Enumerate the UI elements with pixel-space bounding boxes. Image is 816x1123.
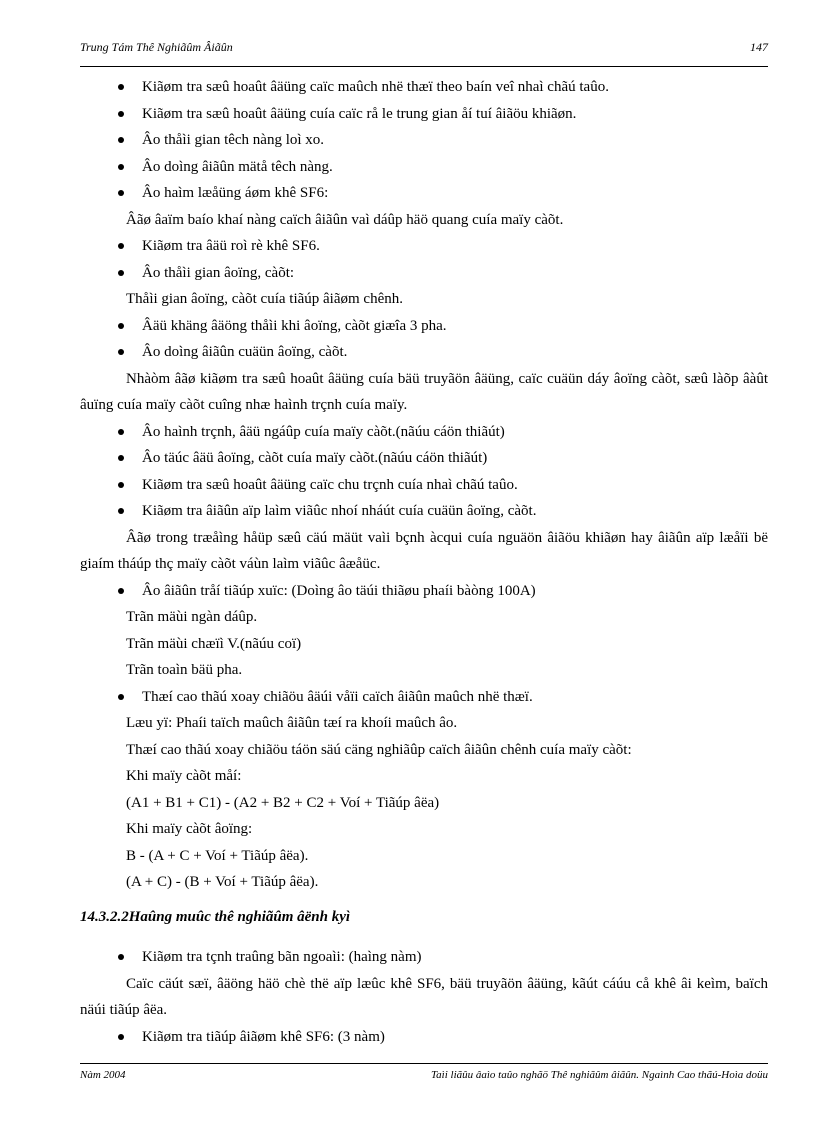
bullet-dot-icon <box>118 694 124 700</box>
bullet-item <box>80 1024 768 1051</box>
bullet-dot-icon <box>118 429 124 435</box>
bullet-text: Âo haìm læåüng áøm khê SF6: <box>142 185 329 201</box>
bullet-item <box>80 498 768 525</box>
bullet-item <box>80 419 768 446</box>
bullet-item <box>80 578 768 605</box>
bullet-dot-icon <box>118 588 124 594</box>
bullet-item <box>80 154 768 181</box>
indented-line: Trãn mäùi ngàn dáûp. <box>126 609 258 625</box>
bullet-text: Kiãøm tra âäü roì rè khê SF6. <box>142 238 320 254</box>
section-heading: 14.3.2.2Haûng muûc thê nghiãûm âënh kyì <box>80 908 351 925</box>
bullet-item <box>80 233 768 260</box>
bullet-text: Âo doìng âiãûn cuäün âoïng, càõt. <box>142 344 348 360</box>
bullet-item <box>80 127 768 154</box>
indented-line: Khi maïy càõt måí: <box>126 768 242 784</box>
bullet-text: Kiãøm tra âiãûn aïp laìm viãûc nhoí nháút cuía cuäün âoïng, càõt. <box>142 503 537 519</box>
bullet-text: Âäü khäng âäöng thåìi khi âoïng, càõt giæîa 3 pha. <box>142 317 447 334</box>
indented-line: B - (A + C + Voí + Tiãúp âëa). <box>126 847 309 864</box>
bullet-text: Âo thåìi gian têch nàng loì xo. <box>142 132 325 148</box>
bullet-item <box>80 180 768 207</box>
indented-line: Khi maïy càõt âoïng: <box>126 821 253 837</box>
bullet-text: Âo haình trçnh, âäü ngáûp cuía maïy càõt.(nãúu cáön thiãút) <box>142 423 505 440</box>
footer-source: Taìi liãûu âaìo taûo nghãö Thê nghiãûm âiãûn. Ngaình Cao thãú-Hoìa doüu <box>431 1069 768 1081</box>
bullet-dot-icon <box>118 137 124 143</box>
bullet-dot-icon <box>118 270 124 276</box>
header-title: Trung Tám Thê Nghiãûm Âiãûn <box>80 40 233 54</box>
bullet-item <box>80 313 768 340</box>
bullet-item <box>80 260 768 287</box>
indented-line: Trãn toaìn bäü pha. <box>126 662 243 678</box>
bullet-dot-icon <box>118 190 124 196</box>
bullet-dot-icon <box>118 1034 124 1040</box>
bullet-dot-icon <box>118 243 124 249</box>
bullet-text: Kiãøm tra tiãúp âiãøm khê SF6: (3 nàm) <box>142 1028 385 1045</box>
bullet-dot-icon <box>118 111 124 117</box>
indented-line: Læu yï: Phaíi taïch maûch âiãûn tæí ra khoíi maûch âo. <box>126 715 458 731</box>
bullet-item <box>80 74 768 101</box>
bullet-dot-icon <box>118 323 124 329</box>
page-footer <box>80 1063 768 1086</box>
bullet-item <box>80 684 768 711</box>
indented-line: Thæí cao thãú xoay chiãöu táön säú cäng nghiãûp caïch âiãûn chênh cuía maïy càõt: <box>126 741 632 758</box>
paragraph: Nhàòm âãø kiãøm tra sæû hoaût âäüng cuía bäü truyãön âäüng, caïc cuäün dáy âoïng càõt, sæû làõp âàût âuïng cuía maïy càõt cuîng nhæ haình trçnh cuía maïy. <box>80 370 768 413</box>
bullet-dot-icon <box>118 482 124 488</box>
bullet-text: Kiãøm tra sæû hoaût âäüng caïc chu trçnh cuía nhaì chãú taûo. <box>142 476 518 493</box>
bullet-text: Âo doìng âiãûn mätå têch nàng. <box>142 158 333 175</box>
bullet-item <box>80 445 768 472</box>
indented-line: Thåìi gian âoïng, càõt cuía tiãúp âiãøm chênh. <box>126 291 403 307</box>
bullet-dot-icon <box>118 349 124 355</box>
indented-line: Âãø âaïm baío khaí nàng caïch âiãûn vaì dáûp häö quang cuía maïy càõt. <box>126 211 564 228</box>
bullet-text: Kiãøm tra sæû hoaût âäüng cuía caïc rå le trung gian åí tuí âiãöu khiãøn. <box>142 105 577 122</box>
page-header <box>80 36 768 67</box>
footer-year: Nàm 2004 <box>80 1069 126 1081</box>
indented-line: Trãn mäùi chæïì V.(nãúu coï) <box>126 635 302 652</box>
bullet-dot-icon <box>118 508 124 514</box>
bullet-item <box>80 101 768 128</box>
bullet-dot-icon <box>118 954 124 960</box>
bullet-text: Kiãøm tra tçnh traûng bãn ngoaìi: (haìng nàm) <box>142 949 422 965</box>
bullet-text: Âo täúc âäü âoïng, càõt cuía maïy càõt.(nãúu cáön thiãút) <box>142 450 488 466</box>
bullet-dot-icon <box>118 84 124 90</box>
page-number: 147 <box>750 40 768 54</box>
indented-line: (A + C) - (B + Voí + Tiãúp âëa). <box>126 874 319 890</box>
paragraph: Caïc cäút sæï, âäöng häö chè thë aïp læûc khê SF6, bäü truyãön âäüng, kãút cáúu cå khê âi keìm, baïch näúi tiãúp âëa. <box>80 975 768 1018</box>
bullet-dot-icon <box>118 455 124 461</box>
document-body <box>80 74 768 1050</box>
bullet-text: Âo thåìi gian âoïng, càõt: <box>142 264 295 281</box>
bullet-item <box>80 339 768 366</box>
bullet-dot-icon <box>118 164 124 170</box>
bullet-item <box>80 944 768 971</box>
bullet-text: Âo âiãûn tråí tiãúp xuïc: (Doìng âo täúi thiãøu phaíi bàòng 100A) <box>142 582 536 599</box>
bullet-item <box>80 472 768 499</box>
bullet-text: Kiãøm tra sæû hoaût âäüng caïc maûch nhë thæï theo baín veî nhaì chãú taûo. <box>142 79 609 95</box>
indented-line: (A1 + B1 + C1) - (A2 + B2 + C2 + Voí + Tiãúp âëa) <box>126 794 440 811</box>
bullet-text: Thæí cao thãú xoay chiãöu âäúi våïi caïch âiãûn maûch nhë thæï. <box>142 688 533 705</box>
paragraph: Âãø trong træåìng håüp sæû cäú mäüt vaìi bçnh àcqui cuía nguäön âiãöu khiãøn hay âiãûn aïp læåïi bë giaím tháúp thç maïy càõt váùn laìm viãûc âæåüc. <box>80 529 768 572</box>
